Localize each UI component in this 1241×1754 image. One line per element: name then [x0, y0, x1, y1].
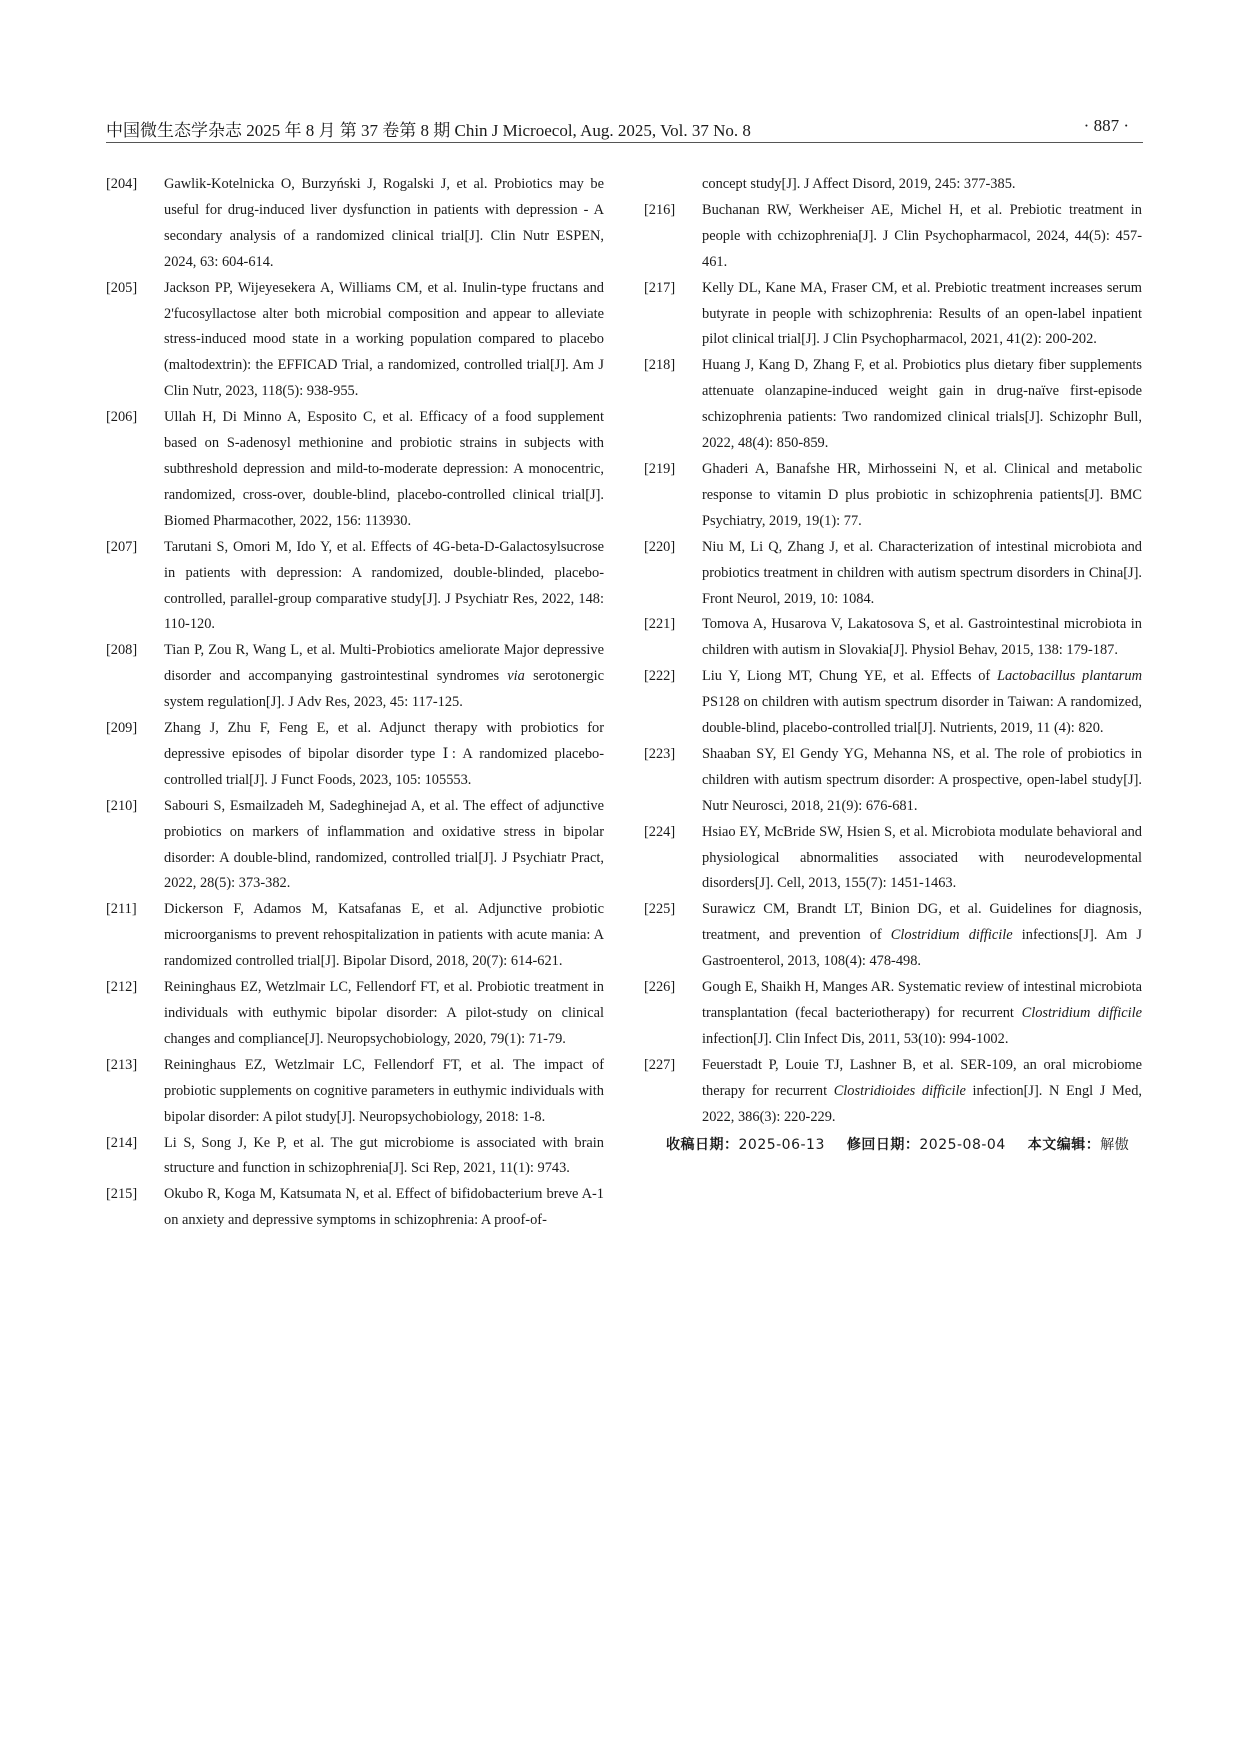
- reference-number: [215]: [106, 1186, 138, 1203]
- reference-italic-term: Clostridium difficile: [890, 927, 1013, 944]
- reference-text: serotonergic system regulation[J]. J Adv Res, 2023, 45: 117-125.: [164, 668, 604, 711]
- editor-label: 本文编辑：: [1027, 1136, 1101, 1153]
- reference-text: infection[J]. N Engl J Med, 2022, 386(3): 220-229.: [702, 1082, 1142, 1125]
- reference-item: [644, 457, 1142, 535]
- reference-number: [222]: [644, 668, 676, 685]
- reference-number: [208]: [106, 642, 138, 659]
- reference-item: [106, 1053, 604, 1131]
- journal-header: 中国微生态学杂志 2025 年 8 月 第 37 卷第 8 期 Chin J Microecol, Aug. 2025, Vol. 37 No. 8: [106, 121, 751, 140]
- reference-number: [224]: [644, 823, 676, 840]
- reference-text: Okubo R, Koga M, Katsumata N, et al. Effect of bifidobacterium breve A-1 on anxiety and depressive symptoms in schizophrenia: A proof-of-: [164, 1186, 604, 1229]
- reference-text: PS128 on children with autism spectrum disorder in Taiwan: A randomized, double-blind, placebo-controlled trial[J]. Nutrients, 2019, 11 (4): 820.: [702, 694, 1142, 737]
- reference-text: Buchanan RW, Werkheiser AE, Michel H, et al. Prebiotic treatment in people with cchizophrenia[J]. J Clin Psychopharmacol, 2024, 44(5): 457-461.: [702, 201, 1142, 270]
- right-column: [644, 172, 1142, 1158]
- reference-item: [106, 794, 604, 898]
- reference-item: [106, 276, 604, 406]
- reference-item: [106, 638, 604, 716]
- reference-item: [106, 897, 604, 975]
- page-number: · 887 ·: [1083, 116, 1129, 135]
- reference-text: Tomova A, Husarova V, Lakatosova S, et al. Gastrointestinal microbiota in children with autism in Slovakia[J]. Physiol Behav, 2015, 138: 179-187.: [702, 616, 1142, 659]
- reference-text: Shaaban SY, El Gendy YG, Mehanna NS, et al. The role of probiotics in children with autism spectrum disorder: A prospective, open-label study[J]. Nutr Neurosci, 2018, 21(9): 676-681.: [702, 745, 1142, 814]
- reference-item: [644, 820, 1142, 898]
- reference-continuation: concept study[J]. J Affect Disord, 2019, 245: 377-385.: [702, 176, 1016, 192]
- left-column: [106, 172, 604, 1234]
- reference-text: Sabouri S, Esmailzadeh M, Sadeghinejad A, et al. The effect of adjunctive probiotics on markers of inflammation and oxidative stress in bipolar disorder: A double-blind, randomized, controlled trial[J]. J Psychiatr Pract, 2022, 28(5): 373-382.: [164, 797, 604, 892]
- reference-text: Surawicz CM, Brandt LT, Binion DG, et al. Guidelines for diagnosis, treatment, and prevention of: [702, 901, 1142, 944]
- reference-text: Tarutani S, Omori M, Ido Y, et al. Effects of 4G-beta-D-Galactosylsucrose in patients with depression: A randomized, double-blinded, placebo-controlled, parallel-group comparative study[J]. J Psychiatr Res, 2022, 148: 110-120.: [164, 538, 604, 633]
- reference-item: [106, 1182, 604, 1234]
- reference-text: Reininghaus EZ, Wetzlmair LC, Fellendorf FT, et al. The impact of probiotic supplements on cognitive parameters in euthymic individuals with bipolar disorder: A pilot study[J]. Neuropsychobiology, 2018: 1-8.: [164, 1056, 604, 1125]
- reference-item: [644, 742, 1142, 820]
- reference-number: [207]: [106, 538, 138, 555]
- right-reference-list: [644, 198, 1142, 1131]
- reference-text: Jackson PP, Wijeyesekera A, Williams CM, et al. Inulin-type fructans and 2'fucosyllactose alter both microbial composition and appear to alleviate stress-induced mood state in a working population compared to placebo (maltodextrin): the EFFICAD Trial, a randomized, controlled trial[J]. Am J Clin Nutr, 2023, 118(5): 938-955.: [164, 279, 604, 400]
- reference-text: Zhang J, Zhu F, Feng E, et al. Adjunct therapy with probiotics for depressive episodes of bipolar disorder type Ⅰ: A randomized placebo-controlled trial[J]. J Funct Foods, 2023, 105: 105553.: [164, 720, 604, 788]
- reference-number: [205]: [106, 279, 138, 296]
- reference-number: [221]: [644, 616, 676, 633]
- reference-number: [217]: [644, 279, 676, 296]
- reference-number: [220]: [644, 538, 676, 555]
- reference-text: Gawlik-Kotelnicka O, Burzyński J, Rogalski J, et al. Probiotics may be useful for drug-induced liver dysfunction in patients with depression - A secondary analysis of a randomized clinical trial[J]. Clin Nutr ESPEN, 2024, 63: 604-614.: [164, 176, 604, 270]
- revised-label: 修回日期：: [846, 1136, 920, 1153]
- reference-number: [212]: [106, 979, 138, 996]
- reference-item: [644, 353, 1142, 457]
- reference-number: [211]: [106, 901, 137, 918]
- reference-item: [106, 535, 604, 639]
- reference-italic-term: Lactobacillus plantarum: [996, 668, 1142, 685]
- reference-number: [209]: [106, 720, 138, 737]
- reference-text: Kelly DL, Kane MA, Fraser CM, et al. Prebiotic treatment increases serum butyrate in people with schizophrenia: Results of an open-label inpatient pilot clinical trial[J]. J Clin Psychopharmacol, 2021, 41(2): 200-202.: [702, 279, 1142, 348]
- reference-item: [106, 975, 604, 1053]
- reference-text: Liu Y, Liong MT, Chung YE, et al. Effects of: [702, 668, 997, 685]
- reference-text: Reininghaus EZ, Wetzlmair LC, Fellendorf FT, et al. Probiotic treatment in individuals with euthymic bipolar disorder: A pilot-study on clinical changes and compliance[J]. Neuropsychobiology, 2020, 79(1): 71-79.: [164, 979, 604, 1047]
- reference-italic-term: via: [507, 668, 525, 685]
- reference-number: [213]: [106, 1056, 138, 1073]
- reference-item: [644, 276, 1142, 354]
- reference-item: [644, 664, 1142, 742]
- revised-date: 2025-08-04: [919, 1136, 1006, 1153]
- reference-text: Huang J, Kang D, Zhang F, et al. Probiotics plus dietary fiber supplements attenuate olanzapine-induced weight gain in drug-naïve first-episode schizophrenia patients: Two randomized clinical trials[J]. Schizophr Bull, 2022, 48(4): 850-859.: [702, 357, 1142, 452]
- reference-number: [204]: [106, 176, 138, 192]
- reference-number: [226]: [644, 979, 676, 996]
- reference-text: Niu M, Li Q, Zhang J, et al. Characterization of intestinal microbiota and probiotics treatment in children with autism spectrum disorders in China[J]. Front Neurol, 2019, 10: 1084.: [702, 538, 1142, 607]
- reference-item: [106, 1131, 604, 1183]
- running-header: [106, 104, 1143, 143]
- reference-italic-term: Clostridium difficile: [1021, 1005, 1143, 1021]
- editor-name: 解傲: [1100, 1136, 1130, 1153]
- reference-text: infection[J]. Clin Infect Dis, 2011, 53(10): 994-1002.: [702, 1030, 1009, 1047]
- reference-number: [206]: [106, 409, 138, 426]
- reference-number: [227]: [644, 1056, 676, 1073]
- reference-number: [225]: [644, 901, 676, 918]
- reference-text: Ullah H, Di Minno A, Esposito C, et al. Efficacy of a food supplement based on S-adenosyl methionine and probiotic strains in subjects with subthreshold depression and mild-to-moderate depression: A monocentric, randomized, cross-over, double-blind, placebo-controlled clinical trial[J]. Biomed Pharmacother, 2022, 156: 113930.: [164, 409, 604, 529]
- reference-number: [223]: [644, 745, 676, 762]
- reference-number: [216]: [644, 201, 676, 218]
- reference-text: Dickerson F, Adamos M, Katsafanas E, et al. Adjunctive probiotic microorganisms to prevent rehospitalization in patients with acute mania: A randomized controlled trial[J]. Bipolar Disord, 2018, 20(7): 614-621.: [164, 901, 604, 970]
- reference-number: [210]: [106, 797, 138, 814]
- reference-item: [644, 198, 1142, 276]
- reference-text: Li S, Song J, Ke P, et al. The gut microbiome is associated with brain structure and function in schizophrenia[J]. Sci Rep, 2021, 11(1): 9743.: [164, 1134, 604, 1177]
- reference-text: Gough E, Shaikh H, Manges AR. Systematic review of intestinal microbiota transplantation (fecal bacteriotherapy) for recurrent: [702, 979, 1142, 1021]
- article-dates-footer: [644, 1133, 1142, 1159]
- reference-text: Hsiao EY, McBride SW, Hsien S, et al. Microbiota modulate behavioral and physiological abnormalities associated with neurodevelopmental disorders[J]. Cell, 2013, 155(7): 1451-1463.: [702, 823, 1142, 892]
- reference-text: infections[J]. Am J Gastroenterol, 2013, 108(4): 478-498.: [702, 927, 1143, 970]
- reference-text: Feuerstadt P, Louie TJ, Lashner B, et al. SER-109, an oral microbiome therapy for recurrent: [702, 1056, 1142, 1099]
- reference-item: [106, 405, 604, 535]
- reference-item: [106, 172, 604, 276]
- reference-text: Tian P, Zou R, Wang L, et al. Multi-Probiotics ameliorate Major depressive disorder and accompanying gastrointestinal syndromes: [164, 642, 604, 685]
- received-label: 收稿日期：: [666, 1136, 739, 1153]
- reference-item: [644, 975, 1142, 1053]
- reference-item: [644, 535, 1142, 613]
- reference-number: [214]: [106, 1134, 138, 1151]
- reference-number: [219]: [644, 460, 676, 477]
- reference-text: Ghaderi A, Banafshe HR, Mirhosseini N, et al. Clinical and metabolic response to vitamin D plus probiotic in schizophrenia patients[J]. BMC Psychiatry, 2019, 19(1): 77.: [702, 460, 1142, 529]
- reference-number: [218]: [644, 357, 676, 374]
- reference-item: [644, 1053, 1142, 1131]
- reference-item: [644, 897, 1142, 975]
- reference-italic-term: Clostridioides difficile: [833, 1082, 966, 1099]
- received-date: 2025-06-13: [738, 1136, 825, 1153]
- reference-item: [106, 716, 604, 794]
- reference-item: [644, 612, 1142, 664]
